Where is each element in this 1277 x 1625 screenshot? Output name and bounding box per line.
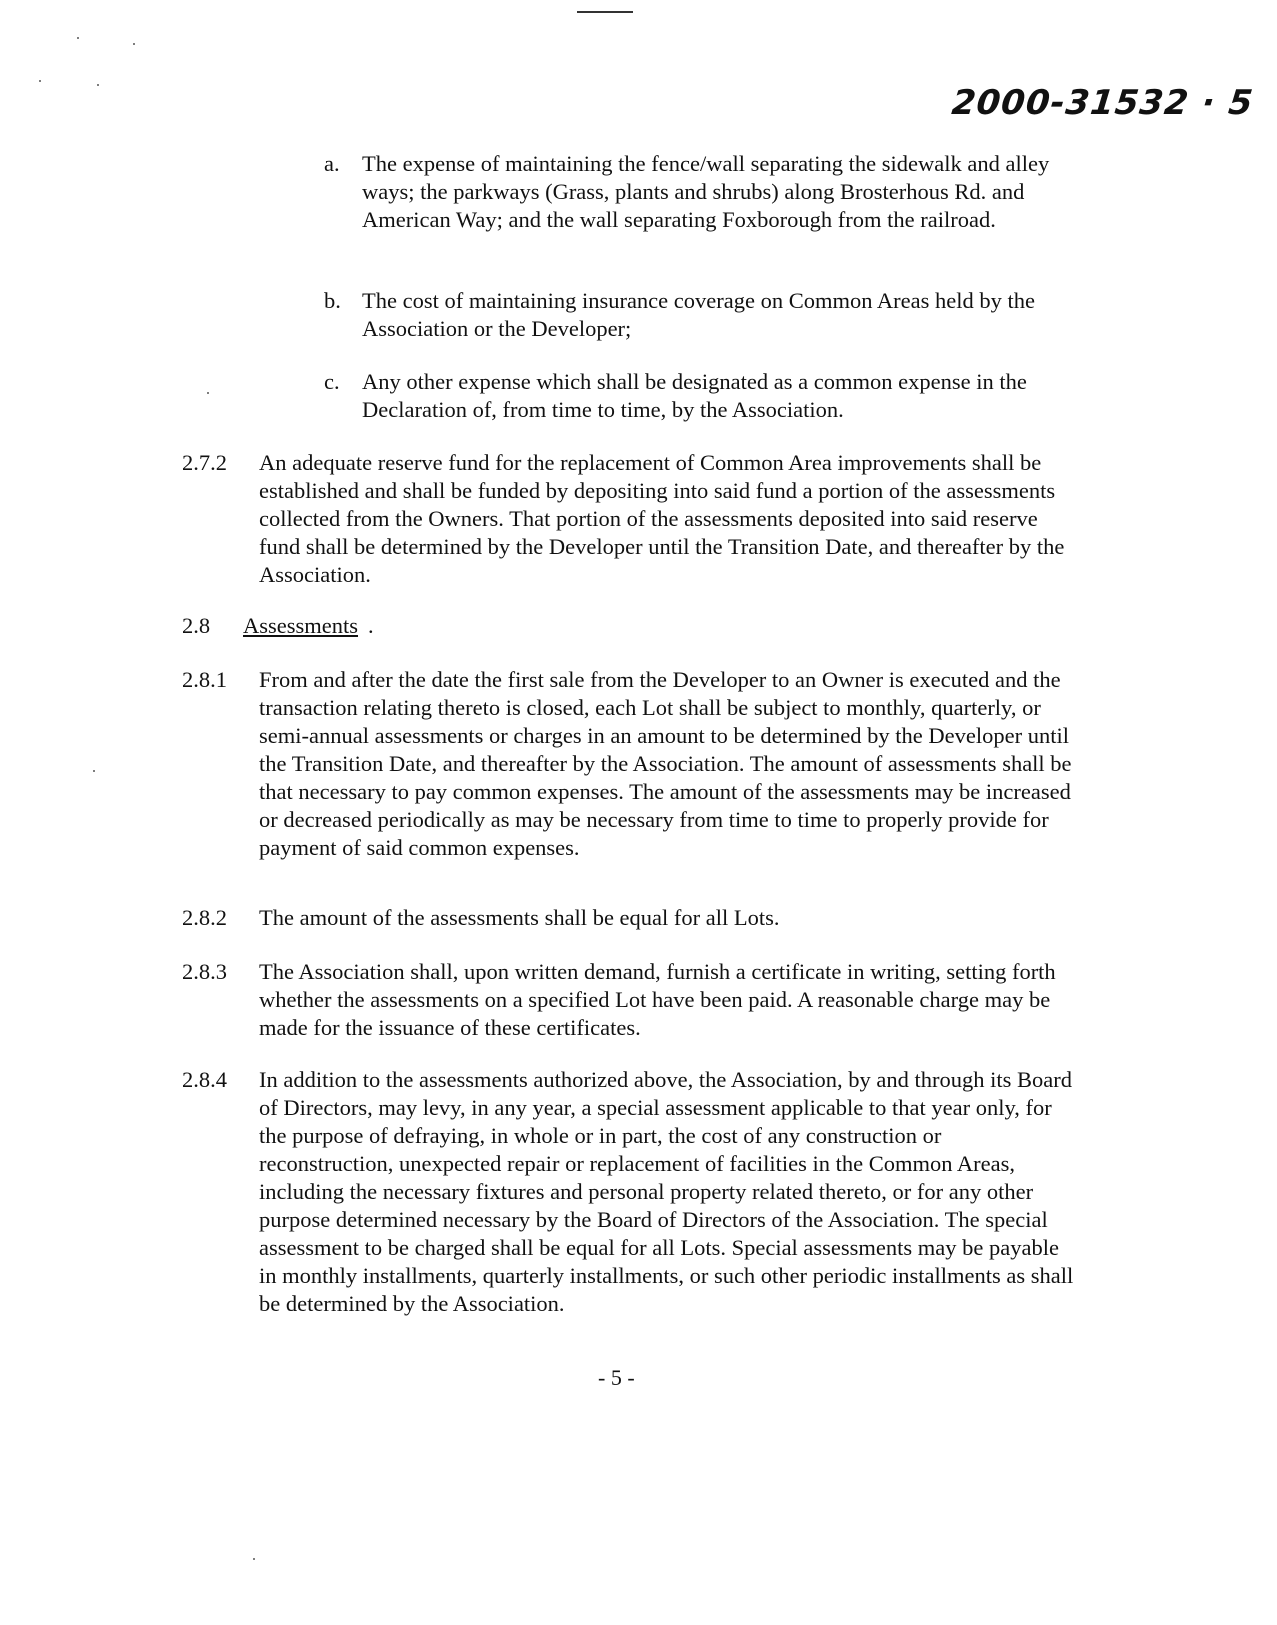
subitem-text: Any other expense which shall be designated as a common expense in the Declaration of, from time to time, by the Association. — [362, 369, 1027, 422]
subitem-b — [324, 287, 1104, 343]
section-number: 2.7.2 — [182, 450, 227, 475]
section-number: 2.8.2 — [182, 905, 227, 930]
scan-speck — [77, 37, 79, 39]
heading-number: 2.8 — [182, 613, 211, 638]
subitem-marker: c. — [324, 369, 340, 394]
section-2-8-4 — [182, 1066, 1082, 1346]
subitem-marker: a. — [324, 151, 340, 176]
section-text: In addition to the assessments authorized above, the Association, by and through its Board of Directors, may levy, in any year, a special assessment applicable to that year only, for the purpose of defraying, in whole or in part, the cost of any construction or reconstruction, unexpected repair or replacement of facilities in the Common Areas, including the necessary fixtures and personal property related thereto, or for any other purpose determined necessary by the Board of Directors of the Association. The special assessment to be charged shall be equal for all Lots. Special assessments may be payable in monthly installments, quarterly installments, or such other periodic installments as shall be determined by the Association. — [259, 1067, 1074, 1316]
heading-title: Assessments — [243, 613, 359, 638]
scan-speck — [93, 770, 95, 772]
subitem-a — [324, 150, 1104, 262]
section-number: 2.8.4 — [182, 1067, 227, 1092]
page-number: - 5 - — [598, 1365, 635, 1390]
section-text: The amount of the assessments shall be equal for all Lots. — [259, 905, 780, 930]
section-heading-2-8 — [182, 612, 582, 640]
scan-speck — [207, 392, 209, 394]
section-number: 2.8.3 — [182, 959, 227, 984]
subitem-c — [324, 368, 1104, 424]
scan-speck — [133, 43, 135, 45]
section-2-8-3 — [182, 958, 1082, 1042]
scan-speck — [253, 1558, 255, 1560]
scan-speck — [39, 80, 41, 82]
section-2-7-2 — [182, 449, 1082, 589]
top-rule — [577, 11, 633, 13]
subitem-text: The cost of maintaining insurance coverage on Common Areas held by the Association or the Developer; — [362, 288, 1035, 341]
section-text: The Association shall, upon written demand, furnish a certificate in writing, setting forth whether the assessments on a specified Lot have been paid. A reasonable charge may be made for the issuance of these certificates. — [259, 959, 1056, 1040]
scan-speck — [97, 84, 99, 86]
section-number: 2.8.1 — [182, 667, 227, 692]
section-text: From and after the date the first sale from the Developer to an Owner is executed and the transaction relating thereto is closed, each Lot shall be subject to monthly, quarterly, or semi-annual assessments or charges in an amount to be determined by the Developer until the Transition Date, and thereafter by the Association. The amount of assessments shall be that necessary to pay common expenses. The amount of the assessments may be increased or decreased periodically as may be necessary from time to time to properly provide for payment of said common expenses. — [259, 667, 1072, 860]
subitem-text: The expense of maintaining the fence/wall separating the sidewalk and alley ways; the parkways (Grass, plants and shrubs) along Brosterhous Rd. and American Way; and the wall separating Foxborough from the railroad. — [362, 151, 1050, 232]
section-text: An adequate reserve fund for the replacement of Common Area improvements shall be established and shall be funded by depositing into said fund a portion of the assessments collected from the Owners. That portion of the assessments deposited into said reserve fund shall be determined by the Developer until the Transition Date, and thereafter by the Association. — [259, 450, 1065, 587]
handwritten-document-number: 2000-31532 · 5 — [949, 83, 1256, 123]
heading-period: . — [368, 613, 374, 638]
section-2-8-1 — [182, 666, 1082, 890]
subitem-marker: b. — [324, 288, 341, 313]
section-2-8-2 — [182, 904, 1082, 932]
